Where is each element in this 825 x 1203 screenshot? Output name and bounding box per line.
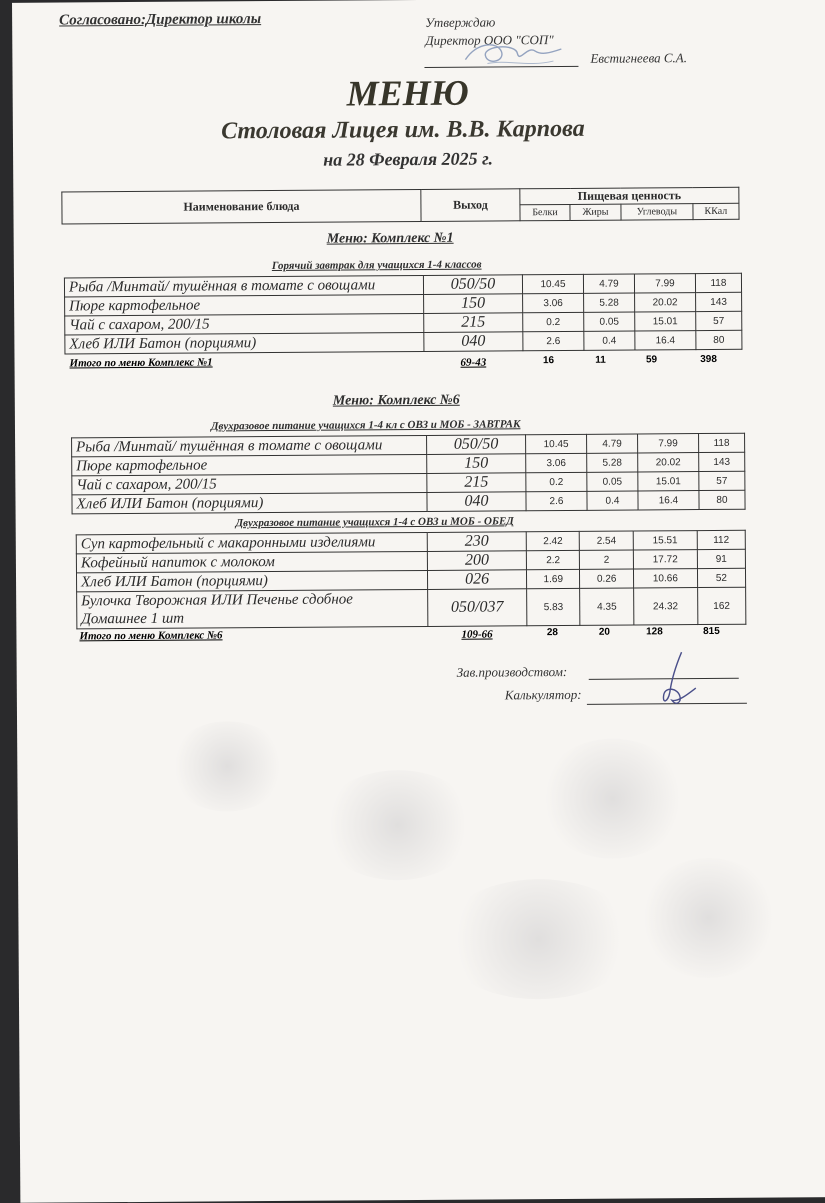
complex1-total-proteins: 16 <box>542 355 555 367</box>
complex6-total-carbs: 128 <box>646 626 663 638</box>
complex1-total-output: 69-43 <box>460 356 487 369</box>
table-row: Рыба /Минтай/ тушённая в томате с овощами 050/50 10.45 4.79 7.99 118 <box>64 273 741 297</box>
complex6-lunch-table <box>76 530 747 630</box>
table-row: Кофейный напиток с молоком 200 2.2 2 17.72 91 <box>76 549 745 573</box>
canteen-name: Столовая Лицея им. В.В. Карпова <box>221 115 585 145</box>
approved-label: Согласовано:Директор школы <box>59 11 262 29</box>
smudge-decoration <box>317 770 478 881</box>
menu-date: на 28 Февраля 2025 г. <box>323 148 494 170</box>
table-row: Пюре картофельное 150 3.06 5.28 20.02 143 <box>72 452 745 476</box>
director-name: Евстигнеева С.А. <box>590 50 688 66</box>
smudge-decoration <box>537 738 688 859</box>
complex6-breakfast-table <box>71 433 746 515</box>
complex1-total-label: Итого по меню Комплекс №1 <box>69 356 213 370</box>
complex1-title: Меню: Комплекс №1 <box>326 230 454 247</box>
complex1-total-fats: 11 <box>595 354 606 366</box>
complex1-table <box>64 273 743 355</box>
col-proteins: Белки <box>520 204 570 220</box>
col-output: Выход <box>421 189 520 222</box>
complex1-subtitle: Горячий завтрак для учащихся 1-4 классов <box>271 258 482 273</box>
menu-sheet <box>12 0 825 1203</box>
complex1-total-carbs: 59 <box>645 354 658 366</box>
complex6-total-fats: 20 <box>598 626 611 638</box>
director-label: Директор ООО "СОП" <box>425 32 554 48</box>
complex6-total-label: Итого по меню Комплекс №6 <box>79 629 223 643</box>
complex1-total-kcal: 398 <box>700 353 717 366</box>
table-row: Пюре картофельное 150 3.06 5.28 20.02 143 <box>65 292 742 316</box>
table-row: Хлеб ИЛИ Батон (порциями) 026 1.69 0.26 10.66 52 <box>76 568 745 592</box>
confirm-label: Утверждаю <box>425 14 496 30</box>
table-row: Хлеб ИЛИ Батон (порциями) 040 2.6 0.4 16.4 80 <box>72 490 745 514</box>
table-header <box>61 187 739 225</box>
page-title: МЕНЮ <box>346 72 469 114</box>
smudge-decoration <box>438 878 639 999</box>
calculator-signature-icon <box>642 648 702 708</box>
table-row: Чай с сахаром, 200/15 215 0.2 0.05 15.01 57 <box>72 471 745 495</box>
complex6-breakfast-subtitle: Двухразовое питание учащихся 1-4 кл с ОВЗ и МОБ - ЗАВТРАК <box>210 418 521 433</box>
col-nutrition: Пищевая ценность <box>520 187 739 205</box>
complex6-total-kcal: 815 <box>703 625 720 638</box>
col-fats: Жиры <box>570 204 621 220</box>
table-row: Булочка Творожная ИЛИ Печенье сдобное Домашнее 1 шт 050/037 5.83 4.35 24.32 162 <box>77 587 746 629</box>
col-kcal: ККал <box>693 203 739 219</box>
complex6-title: Меню: Комплекс №6 <box>332 392 460 409</box>
complex6-lunch-subtitle: Двухразовое питание учащихся 1-4 с ОВЗ и МОБ - ОБЕД <box>235 515 514 530</box>
smudge-decoration <box>167 721 288 812</box>
complex6-total-proteins: 28 <box>546 627 559 639</box>
col-dish: Наименование блюда <box>62 189 421 224</box>
table-row: Хлеб ИЛИ Батон (порциями) 040 2.6 0.4 16.4 80 <box>65 330 742 354</box>
smudge-decoration <box>638 858 779 979</box>
table-row: Суп картофельный с макаронными изделиями 230 2.42 2.54 15.51 112 <box>76 530 745 554</box>
table-row: Рыба /Минтай/ тушённая в томате с овощами 050/50 10.45 4.79 7.99 118 <box>72 433 745 457</box>
production-manager-label: Зав.производством: <box>456 663 568 680</box>
complex6-total-output: 109-66 <box>461 628 493 641</box>
calculator-label: Калькулятор: <box>504 686 582 703</box>
table-row: Чай с сахаром, 200/15 215 0.2 0.05 15.01 57 <box>65 311 742 335</box>
col-carbs: Углеводы <box>621 204 693 221</box>
